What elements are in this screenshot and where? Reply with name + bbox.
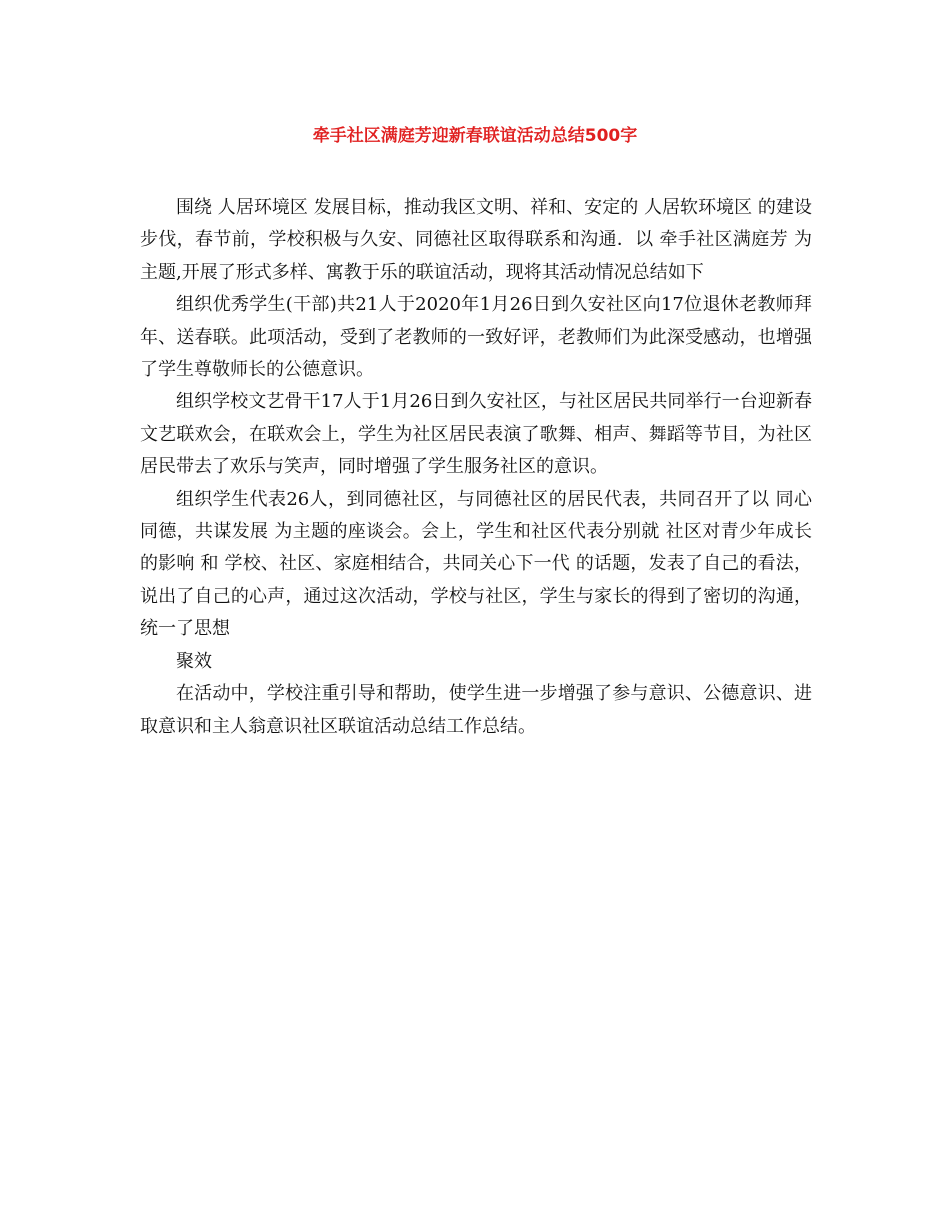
paragraph-visit-teachers: 组织优秀学生(干部)共21人于2020年1月26日到久安社区向17位退休老教师拜年、送春联。此项活动，受到了老教师的一致好评，老教师们为此深受感动，也增强了学生尊敬师长的公德意识。 [140, 294, 812, 381]
document-body [140, 192, 812, 743]
paragraph-symposium: 组织学生代表26人，到同德社区，与同德社区的居民代表，共同召开了以 同心同德，共谋发展 为主题的座谈会。会上，学生和社区代表分别就 社区对青少年成长的影响 和 学校、社区、家庭相结合，共同关心下一代 的话题，发表了自己的看法，说出了自己的心声，通过这次活动，学校与社区，学生与家长的得到了密切的沟通，统一了思想 [140, 488, 812, 640]
paragraph-heading-results: 聚效 [176, 650, 212, 672]
paragraph-gala: 组织学校文艺骨干17人于1月26日到久安社区，与社区居民共同举行一台迎新春文艺联欢会，在联欢会上，学生为社区居民表演了歌舞、相声、舞蹈等节目，为社区居民带去了欢乐与笑声，同时增强了学生服务社区的意识。 [140, 391, 812, 478]
paragraph-conclusion: 在活动中，学校注重引导和帮助，使学生进一步增强了参与意识、公德意识、进取意识和主人翁意识社区联谊活动总结工作总结。 [140, 683, 812, 737]
document-title: 牵手社区满庭芳迎新春联谊活动总结500字 [312, 126, 638, 146]
paragraph-intro: 围绕 人居环境区 发展目标，推动我区文明、祥和、安定的 人居软环境区 的建设步伐，春节前，学校积极与久安、同德社区取得联系和沟通．以 牵手社区满庭芳 为主题,开展了形式多样、寓教于乐的联谊活动，现将其活动情况总结如下 [140, 197, 812, 283]
